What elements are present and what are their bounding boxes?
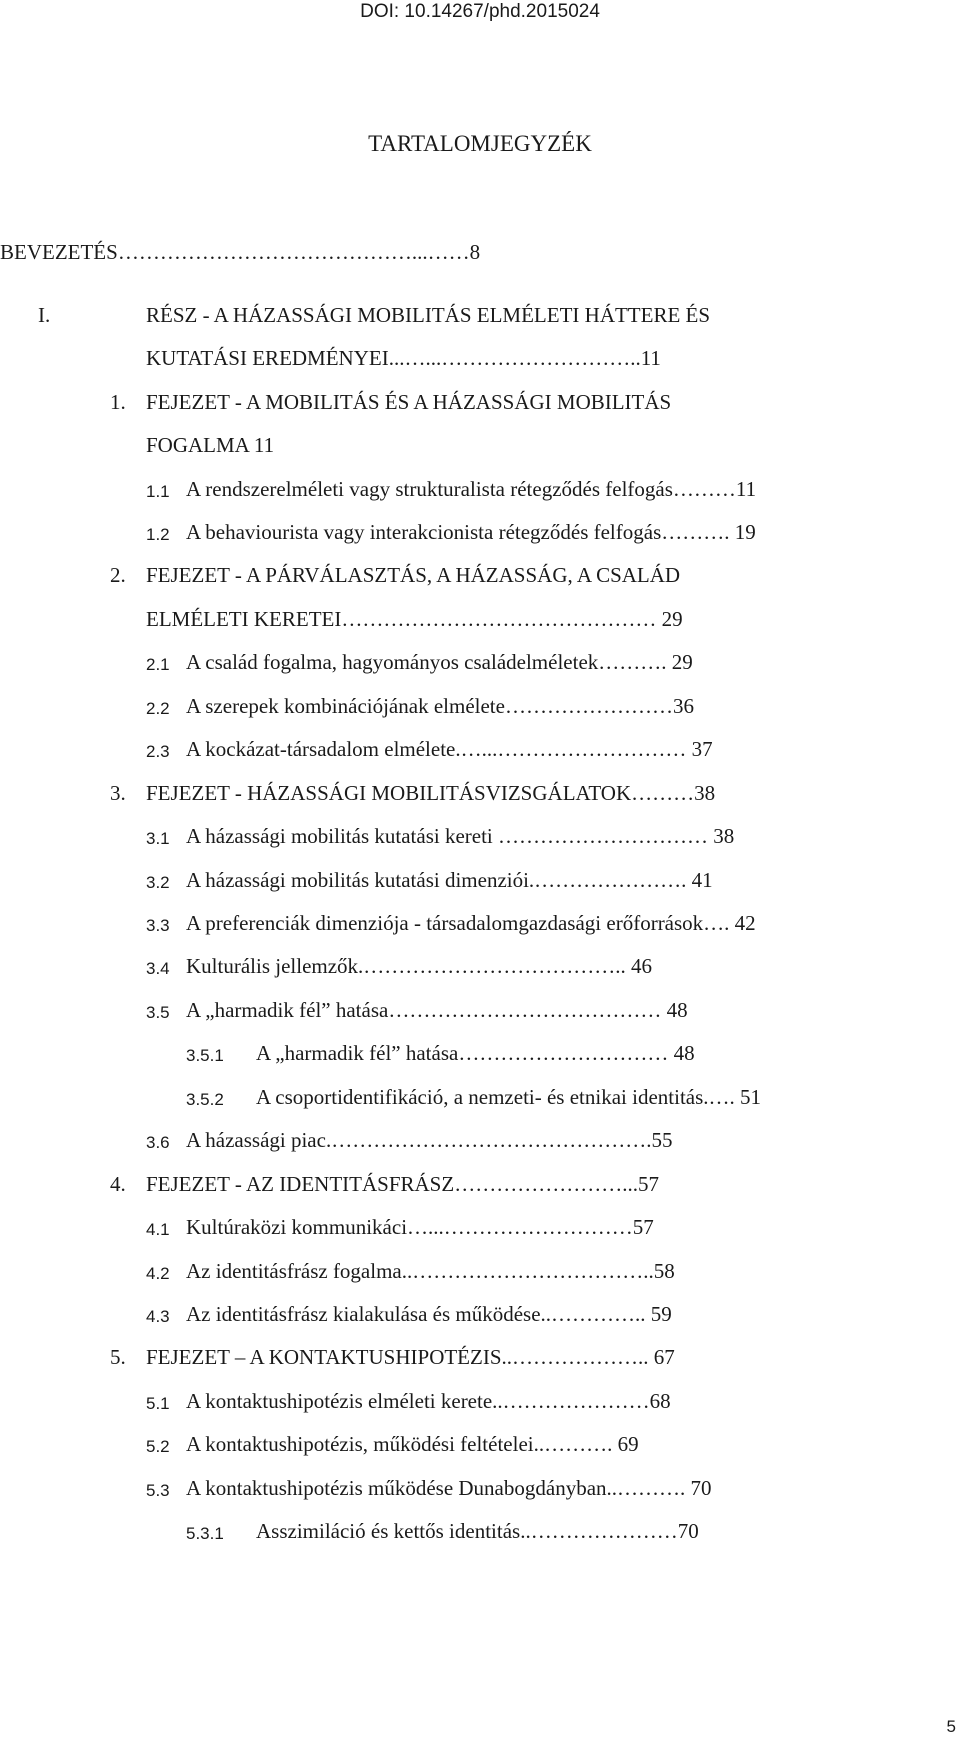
toc-entry-number: 3.1: [146, 829, 170, 848]
toc-entry-text: FOGALMA 11: [146, 433, 275, 457]
toc-entry-text: A csoportidentifikáció, a nemzeti- és etnikai identitás.…. 51: [256, 1085, 762, 1109]
toc-entry-number: I.: [38, 303, 51, 327]
toc-entry-number: 3.: [110, 781, 126, 805]
toc-entry-text: A szerepek kombinációjának elmélete……………………36: [186, 694, 694, 718]
toc-entry-number: 2.2: [146, 699, 170, 718]
toc-entry-text: A kontaktushipotézis, működési feltételei..………. 69: [186, 1432, 639, 1456]
toc-entry-number: 1.2: [146, 525, 170, 544]
toc-entry-text: A behaviourista vagy interakcionista rétegződés felfogás………. 19: [186, 520, 756, 544]
toc-entry-number: 3.6: [146, 1133, 170, 1152]
toc-entry-number: 3.5.2: [186, 1090, 224, 1109]
toc-entry-number: 3.3: [146, 916, 170, 935]
toc-entry-text: FEJEZET - A MOBILITÁS ÉS A HÁZASSÁGI MOBILITÁS: [146, 390, 672, 414]
toc-entry-text: A rendszerelméleti vagy strukturalista rétegződés felfogás………11: [186, 477, 757, 501]
toc-entry-text: A „harmadik fél” hatása………………………… 48: [256, 1041, 695, 1065]
toc-entry-text: A házassági mobilitás kutatási dimenziói.…………………. 41: [186, 868, 713, 892]
toc-entry-number: 5.3.1: [186, 1524, 224, 1543]
doi-header: DOI: 10.14267/phd.2015024: [360, 1, 600, 22]
toc-entry-number: 4.: [110, 1172, 126, 1196]
toc-entry-number: 4.3: [146, 1307, 170, 1326]
toc-entry-number: 4.2: [146, 1264, 170, 1283]
toc-entry-number: 3.2: [146, 873, 170, 892]
toc-entry-text: A család fogalma, hagyományos családelméletek………. 29: [186, 650, 693, 674]
toc-entry-text: BEVEZETÉS……………………………………...……8: [0, 240, 481, 264]
toc-entry-text: FEJEZET - HÁZASSÁGI MOBILITÁSVIZSGÁLATOK………38: [146, 781, 716, 805]
toc-entry-text: KUTATÁSI EREDMÉNYEI...…...………………………..11: [146, 346, 661, 370]
toc-entry-text: FEJEZET - A PÁRVÁLASZTÁS, A HÁZASSÁG, A CSALÁD: [146, 563, 681, 587]
toc-entry-text: A kockázat-társadalom elmélete.…...……………………… 37: [186, 737, 713, 761]
toc-entry-text: FEJEZET – A KONTAKTUSHIPOTÉZIS..……………….. 67: [146, 1345, 675, 1369]
toc-entry-number: 5.: [110, 1345, 126, 1369]
toc-entry-text: RÉSZ - A HÁZASSÁGI MOBILITÁS ELMÉLETI HÁTTERE ÉS: [146, 303, 711, 327]
toc-entry-number: 2.: [110, 563, 126, 587]
toc-entry-number: 3.5: [146, 1003, 170, 1022]
toc-entry-number: 3.4: [146, 959, 170, 978]
toc-entry-number: 4.1: [146, 1220, 170, 1239]
toc-entry-text: A kontaktushipotézis elméleti kerete..…………………68: [186, 1389, 671, 1413]
page-title: TARTALOMJEGYZÉK: [368, 131, 592, 156]
toc-entry-text: A preferenciák dimenziója - társadalomgazdasági erőforrások…. 42: [186, 911, 756, 935]
toc-entry-number: 1.1: [146, 482, 170, 501]
toc-entry-number: 5.2: [146, 1437, 170, 1456]
toc-entry-text: Az identitásfrász fogalma..……………………………..58: [186, 1259, 675, 1283]
toc-entry-text: Kultúraközi kommunikáci…...………………………57: [186, 1215, 654, 1239]
toc-entry-text: A „harmadik fél” hatása………………………………… 48: [186, 998, 688, 1022]
toc-entry-text: Asszimiláció és kettős identitás..…………………70: [256, 1519, 699, 1543]
toc-entry-number: 5.1: [146, 1394, 170, 1413]
toc-entry-number: 3.5.1: [186, 1046, 224, 1065]
toc-entry-number: 2.1: [146, 655, 170, 674]
toc-entry-text: Kulturális jellemzők.……………………………….. 46: [186, 954, 653, 978]
toc-entry-text: A házassági mobilitás kutatási kereti ………………………… 38: [186, 824, 735, 848]
page-number: 5: [946, 1717, 956, 1736]
toc-entry-text: ELMÉLETI KERETEI……………………………………… 29: [146, 607, 683, 631]
toc-entry-text: A házassági piac.……………………………………….55: [186, 1128, 673, 1152]
toc-entry-number: 2.3: [146, 742, 170, 761]
toc-entry-number: 5.3: [146, 1481, 170, 1500]
toc-entry-text: Az identitásfrász kialakulása és működése..………….. 59: [186, 1302, 672, 1326]
toc-entry-number: 1.: [110, 390, 126, 414]
toc-entry-text: A kontaktushipotézis működése Dunabogdányban..………. 70: [186, 1476, 712, 1500]
toc-entry-text: FEJEZET - AZ IDENTITÁSFRÁSZ……………………...57: [146, 1172, 659, 1196]
